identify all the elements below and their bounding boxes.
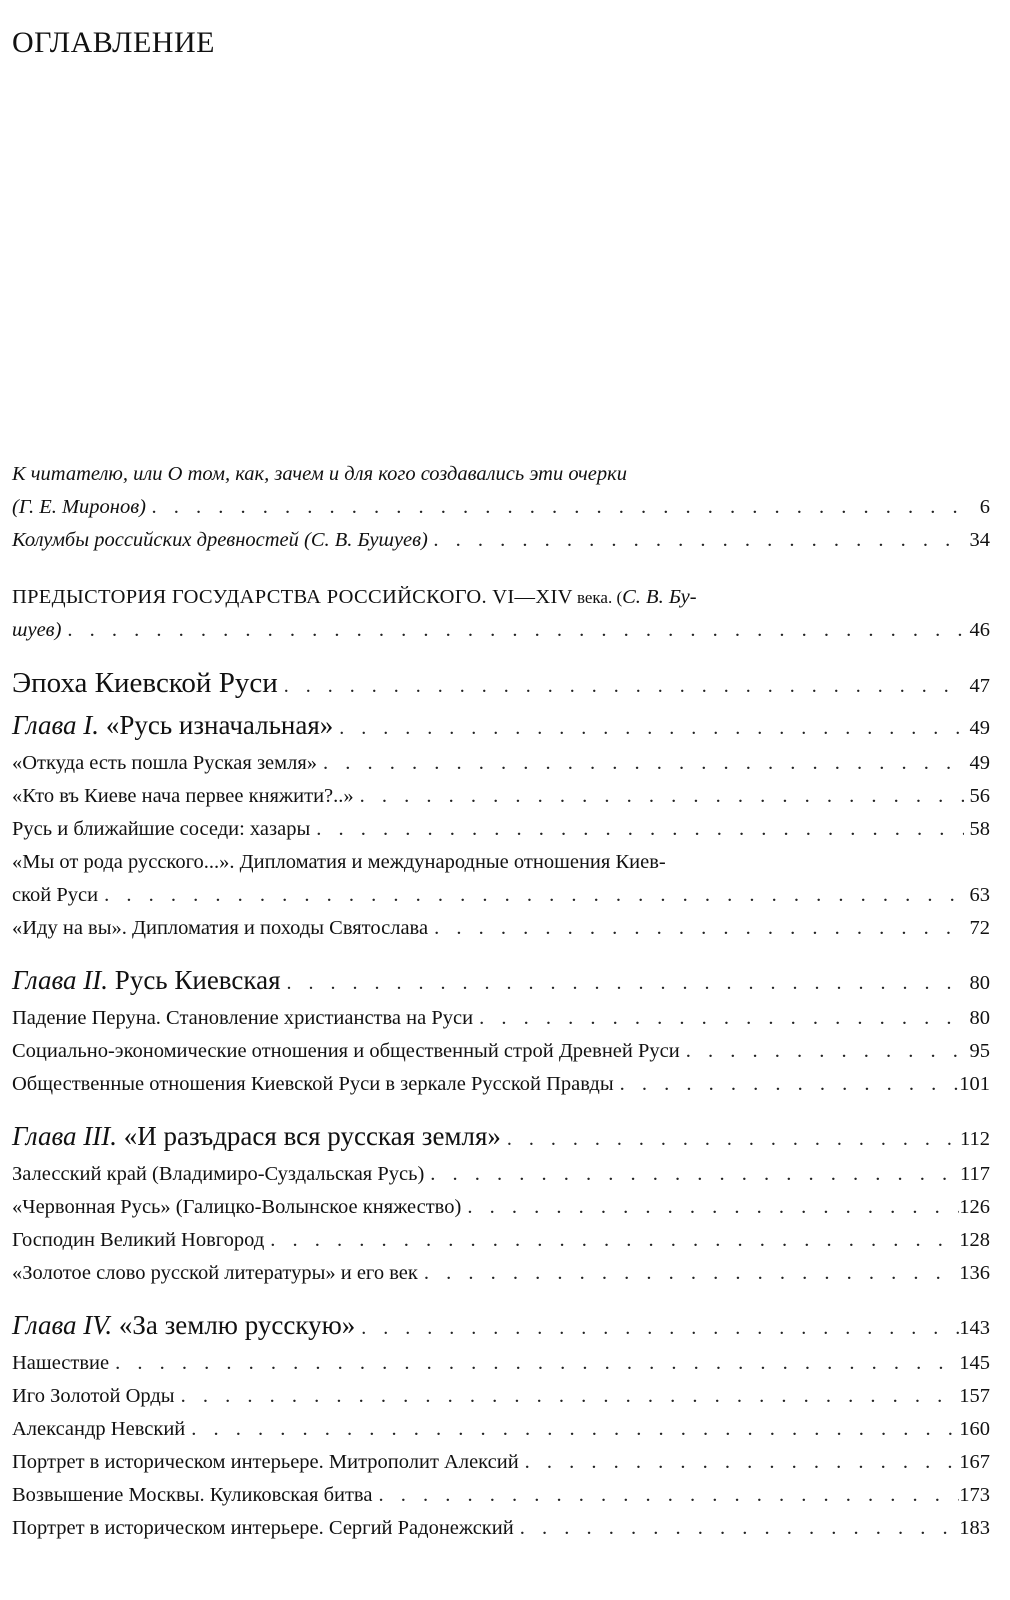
- toc-entry[interactable]: [12, 780, 990, 813]
- leader-dots: [175, 1380, 960, 1413]
- toc-entry-text: Возвышение Москвы. Куликовская битва: [12, 1484, 373, 1506]
- toc-entry-prehistory[interactable]: [12, 614, 990, 647]
- toc-entry-text: Александр Невский: [12, 1418, 186, 1440]
- prehistory-author: С. В. Бу-: [622, 586, 697, 608]
- toc-chapter-title: [12, 706, 333, 744]
- toc-entry[interactable]: [12, 1158, 990, 1191]
- leader-dots: [372, 1479, 959, 1512]
- toc-entry-text: «Иду на вы». Дипломатия и походы Святослава: [12, 917, 429, 939]
- toc-entry-text: Нашествие: [12, 1352, 110, 1374]
- page-number: 167: [959, 1451, 990, 1473]
- page-number: 112: [960, 1128, 990, 1150]
- chapter-label: Глава III.: [12, 1121, 118, 1151]
- toc-chapter-title: [12, 1306, 355, 1344]
- page-number: 63: [969, 884, 990, 906]
- leader-dots: [109, 1347, 959, 1380]
- toc-entry[interactable]: [12, 1380, 990, 1413]
- leader-dots: [519, 1446, 960, 1479]
- toc-entry-intro[interactable]: [12, 491, 990, 524]
- toc-chapter-4[interactable]: [12, 1306, 990, 1347]
- page-number: 72: [969, 917, 990, 939]
- toc-entry-text: Колумбы российских древностей (С. В. Бушуев): [12, 529, 428, 551]
- toc-chapter-3[interactable]: [12, 1117, 990, 1158]
- toc-entry[interactable]: [12, 1191, 990, 1224]
- chapter-label: Глава I.: [12, 710, 100, 740]
- leader-dots: [418, 1257, 959, 1290]
- toc-entry-multi-line1: «Мы от рода русского...». Дипломатия и международные отношения Киев-: [12, 851, 666, 873]
- leader-dots: [310, 813, 964, 846]
- toc-entry[interactable]: [12, 1413, 990, 1446]
- page-number: 128: [959, 1229, 990, 1251]
- page-number: 143: [959, 1317, 990, 1339]
- leader-dots: [514, 1512, 960, 1545]
- page-number: 101: [959, 1073, 990, 1095]
- page-number: 80: [969, 1007, 990, 1029]
- toc-entry-text: Залесский край (Владимиро-Суздальская Русь): [12, 1163, 425, 1185]
- leader-dots: [461, 1191, 959, 1224]
- toc-entry-text: ской Руси: [12, 884, 99, 906]
- toc-entry-intro-line1: К читателю, или О том, как, зачем и для кого создавались эти очерки: [12, 463, 627, 485]
- leader-dots: [146, 491, 964, 524]
- toc-entry[interactable]: [12, 1257, 990, 1290]
- chapter-title: «Русь изначальная»: [99, 710, 334, 740]
- toc-entry[interactable]: [12, 1035, 990, 1068]
- toc-entry[interactable]: [12, 747, 990, 780]
- chapter-label: Глава IV.: [12, 1310, 113, 1340]
- toc-chapter-title: [12, 961, 281, 999]
- toc-entry[interactable]: [12, 1512, 990, 1545]
- toc-entry[interactable]: [12, 1479, 990, 1512]
- toc-entry-text: «Червонная Русь» (Галицко-Волынское княжество): [12, 1196, 462, 1218]
- page-number: 183: [959, 1517, 990, 1539]
- leader-dots: [354, 780, 964, 813]
- toc-entry[interactable]: [12, 1347, 990, 1380]
- page-number: 173: [959, 1484, 990, 1506]
- toc-chapter-title: [12, 1117, 501, 1155]
- page-number: 34: [969, 529, 990, 551]
- toc-entry[interactable]: [12, 879, 990, 912]
- page-number: 49: [969, 752, 990, 774]
- leader-dots: [278, 666, 964, 706]
- leader-dots: [317, 747, 964, 780]
- leader-dots: [680, 1035, 964, 1068]
- leader-dots: [424, 1158, 960, 1191]
- leader-dots: [428, 912, 964, 945]
- toc-entry-text: Общественные отношения Киевской Руси в зеркале Русской Правды: [12, 1073, 614, 1095]
- leader-dots: [355, 1309, 959, 1347]
- toc-entry[interactable]: [12, 1002, 990, 1035]
- toc-entry[interactable]: [12, 1068, 990, 1101]
- page-number: 95: [969, 1040, 990, 1062]
- page-number: 117: [960, 1163, 990, 1185]
- toc-entry[interactable]: [12, 912, 990, 945]
- page-number: 80: [969, 972, 990, 994]
- chapter-title: «И разъдрася вся русская земля»: [117, 1121, 501, 1151]
- toc-entry-columbus[interactable]: [12, 524, 990, 557]
- toc-entry-epoch[interactable]: [12, 663, 990, 706]
- chapter-title: Русь Киевская: [108, 965, 281, 995]
- page-number: 160: [959, 1418, 990, 1440]
- page-number: 6: [979, 496, 990, 518]
- leader-dots: [473, 1002, 964, 1035]
- toc-entry-text: Иго Золотой Орды: [12, 1385, 175, 1407]
- leader-dots: [614, 1068, 960, 1101]
- toc-entry-text: Социально-экономические отношения и общественный строй Древней Руси: [12, 1040, 680, 1062]
- leader-dots: [264, 1224, 959, 1257]
- leader-dots: [501, 1120, 960, 1158]
- toc-entry-text: «Кто въ Киеве нача первее княжити?..»: [12, 785, 354, 807]
- toc-entry-text: шуев): [12, 619, 62, 641]
- page-title: ОГЛАВЛЕНИЕ: [12, 26, 215, 59]
- prehistory-caps: ПРЕДЫСТОРИЯ ГОСУДАРСТВА РОССИЙСКОГО. VI—XIV: [12, 586, 573, 608]
- toc-entry-text: Портрет в историческом интерьере. Митрополит Алексий: [12, 1451, 519, 1473]
- page-number: 58: [969, 818, 990, 840]
- leader-dots: [281, 964, 965, 1002]
- page-number: 126: [959, 1196, 990, 1218]
- leader-dots: [98, 879, 964, 912]
- leader-dots: [333, 709, 964, 747]
- leader-dots: [61, 614, 964, 647]
- toc-entry-text: Портрет в историческом интерьере. Сергий Радонежский: [12, 1517, 514, 1539]
- table-of-contents: [12, 458, 990, 1545]
- page-number: 49: [969, 717, 990, 739]
- toc-entry-text: Господин Великий Новгород: [12, 1229, 265, 1251]
- toc-entry-text: (Г. Е. Миронов): [12, 496, 146, 518]
- toc-entry-prehistory-line1: [12, 581, 990, 614]
- page-number: 47: [969, 675, 990, 697]
- page-number: 157: [959, 1385, 990, 1407]
- toc-entry[interactable]: [12, 1446, 990, 1479]
- toc-chapter-2[interactable]: [12, 961, 990, 1002]
- toc-entry-text: «Откуда есть пошла Руская земля»: [12, 752, 318, 774]
- chapter-title: «За землю русскую»: [112, 1310, 356, 1340]
- toc-entry[interactable]: [12, 813, 990, 846]
- page-number: 46: [969, 619, 990, 641]
- toc-entry-text: «Золотое слово русской литературы» и его век: [12, 1262, 418, 1284]
- toc-entry-text: Русь и ближайшие соседи: хазары: [12, 818, 311, 840]
- toc-entry[interactable]: [12, 1224, 990, 1257]
- page-number: 136: [959, 1262, 990, 1284]
- leader-dots: [428, 524, 964, 557]
- toc-entry-text: Эпоха Киевской Руси: [12, 667, 278, 699]
- toc-entry-text: Падение Перуна. Становление христианства на Руси: [12, 1007, 474, 1029]
- page-number: 145: [959, 1352, 990, 1374]
- page-number: 56: [969, 785, 990, 807]
- toc-chapter-1[interactable]: [12, 706, 990, 747]
- chapter-label: Глава II.: [12, 965, 109, 995]
- prehistory-rest: века. (: [572, 588, 623, 607]
- leader-dots: [185, 1413, 959, 1446]
